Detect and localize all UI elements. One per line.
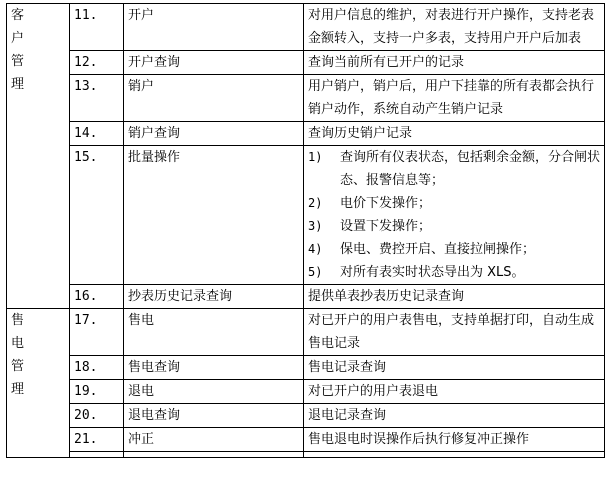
category-char: 理 xyxy=(11,77,25,92)
step-text: 查询所有仪表状态，包括剩余金额，分合闸状态、报警信息等； xyxy=(340,150,601,188)
function-description: 售电记录查询 xyxy=(304,356,605,380)
step-item xyxy=(308,215,600,238)
empty-cell xyxy=(70,452,124,458)
row-number: 18. xyxy=(70,356,124,380)
row-number: 14. xyxy=(70,122,124,146)
step-text: 保电、费控开启、直接拉闸操作； xyxy=(340,242,536,257)
category-cell xyxy=(7,4,70,309)
empty-cell xyxy=(124,452,304,458)
category-char: 管 xyxy=(11,54,25,69)
function-name: 售电 xyxy=(124,309,304,356)
row-number: 19. xyxy=(70,380,124,404)
row-number: 11. xyxy=(70,4,124,51)
row-number: 15. xyxy=(70,146,124,285)
row-number: 13. xyxy=(70,75,124,122)
function-name: 退电查询 xyxy=(124,404,304,428)
table-row xyxy=(7,380,605,404)
function-name: 开户 xyxy=(124,4,304,51)
category-char: 管 xyxy=(11,359,25,374)
function-name: 售电查询 xyxy=(124,356,304,380)
step-text: 设置下发操作； xyxy=(340,219,432,234)
step-text: 电价下发操作； xyxy=(340,196,432,211)
step-item xyxy=(308,238,600,261)
function-description: 对用户信息的维护，对表进行开户操作，支持老表金额转入，支持一户多表，支持用户开户后加表 xyxy=(304,4,605,51)
function-name: 销户 xyxy=(124,75,304,122)
table-row xyxy=(7,285,605,309)
function-name: 退电 xyxy=(124,380,304,404)
table-row-empty xyxy=(7,452,605,458)
row-number: 16. xyxy=(70,285,124,309)
function-name: 销户查询 xyxy=(124,122,304,146)
table-row xyxy=(7,122,605,146)
row-number: 12. xyxy=(70,51,124,75)
function-description: 退电记录查询 xyxy=(304,404,605,428)
table-row xyxy=(7,146,605,285)
table-row xyxy=(7,309,605,356)
function-description: 售电退电时误操作后执行修复冲正操作 xyxy=(304,428,605,452)
function-name: 冲正 xyxy=(124,428,304,452)
table-row xyxy=(7,75,605,122)
step-index: 4) xyxy=(308,242,323,256)
step-text: 对所有表实时状态导出为 XLS。 xyxy=(340,265,525,280)
table-row xyxy=(7,428,605,452)
table-row xyxy=(7,404,605,428)
function-description: 对已开户的用户表退电 xyxy=(304,380,605,404)
row-number: 20. xyxy=(70,404,124,428)
function-description: 查询当前所有已开户的记录 xyxy=(304,51,605,75)
category-cell xyxy=(7,309,70,458)
row-number: 17. xyxy=(70,309,124,356)
function-description: 用户销户，销户后，用户下挂靠的所有表都会执行销户动作，系统自动产生销户记录 xyxy=(304,75,605,122)
step-index: 3) xyxy=(308,219,323,233)
step-item xyxy=(308,261,600,284)
function-name: 抄表历史记录查询 xyxy=(124,285,304,309)
category-char: 户 xyxy=(11,31,25,46)
function-name: 批量操作 xyxy=(124,146,304,285)
step-item xyxy=(308,192,600,215)
function-steps xyxy=(304,146,605,285)
category-char: 售 xyxy=(11,313,25,328)
function-description: 对已开户的用户表售电，支持单据打印，自动生成售电记录 xyxy=(304,309,605,356)
function-description: 查询历史销户记录 xyxy=(304,122,605,146)
step-index: 1) xyxy=(308,150,323,164)
function-description: 提供单表抄表历史记录查询 xyxy=(304,285,605,309)
empty-cell xyxy=(304,452,605,458)
step-index: 2) xyxy=(308,196,323,210)
category-char: 客 xyxy=(11,8,25,23)
row-number: 21. xyxy=(70,428,124,452)
step-index: 5) xyxy=(308,265,323,279)
category-char: 理 xyxy=(11,382,25,397)
function-spec-table xyxy=(6,3,605,458)
table-row xyxy=(7,4,605,51)
table-row xyxy=(7,51,605,75)
step-item xyxy=(308,146,600,192)
table-row xyxy=(7,356,605,380)
category-char: 电 xyxy=(11,336,25,351)
function-name: 开户查询 xyxy=(124,51,304,75)
